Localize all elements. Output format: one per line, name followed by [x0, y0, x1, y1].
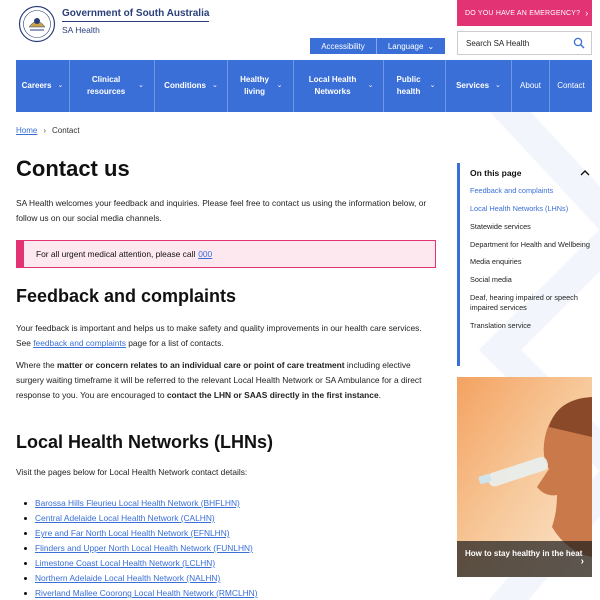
chevron-right-icon: › — [580, 556, 584, 567]
nav-item-conditions[interactable] — [155, 60, 228, 112]
chevron-right-icon: › — [585, 8, 589, 18]
alert-text: For all urgent medical attention, please call — [36, 249, 196, 260]
breadcrumb-current: Contact — [52, 126, 80, 135]
chevron-right-icon: › — [43, 126, 47, 135]
list-item — [24, 541, 436, 556]
sidebar-link-statewide[interactable]: Statewide services — [470, 221, 531, 231]
sa-government-crest-icon — [18, 5, 56, 43]
lhn-heading: Local Health Networks (LHNs) — [16, 431, 274, 452]
chevron-down-icon: ⌄ — [367, 81, 374, 89]
language-label: Language — [387, 41, 424, 51]
nav-item-public-health[interactable] — [384, 60, 446, 112]
nav-item-contact[interactable] — [550, 60, 592, 112]
referral-end: . — [378, 389, 381, 400]
lhn-link[interactable]: Riverland Mallee Coorong Local Health Network (RMCLHN) — [35, 588, 258, 598]
list-item — [24, 511, 436, 526]
main-navigation — [16, 60, 592, 112]
on-this-page-panel — [457, 163, 592, 366]
urgent-alert — [16, 240, 436, 268]
lhn-intro: Visit the pages below for Local Health Network contact details: — [16, 466, 248, 477]
sidebar-link-social[interactable]: Social media — [470, 275, 512, 285]
sidebar-link-feedback[interactable]: Feedback and complaints — [470, 186, 554, 195]
lhn-link[interactable]: Flinders and Upper North Local Health Network (FUNLHN) — [35, 543, 253, 553]
search-input[interactable] — [457, 31, 592, 55]
feedback-paragraph — [16, 321, 436, 351]
chevron-down-icon: ⌄ — [57, 81, 64, 89]
list-item — [24, 586, 436, 600]
nav-item-services[interactable] — [446, 60, 512, 112]
feedback-text-b: page for a list of contacts. — [128, 338, 224, 349]
lhn-link[interactable]: Limestone Coast Local Health Network (LCLHN) — [35, 558, 216, 568]
site-name: SA Health — [62, 25, 100, 35]
nav-label-contact: Contact — [557, 81, 585, 91]
nav-label-local-health-networks: Local Health Networks — [308, 75, 357, 96]
page-title: Contact us — [16, 156, 130, 181]
list-item — [24, 571, 436, 586]
nav-label-conditions: Conditions — [164, 81, 206, 91]
chevron-down-icon: ⌄ — [495, 81, 501, 89]
utility-bar — [310, 38, 445, 54]
breadcrumb-home-link[interactable]: Home — [16, 126, 38, 135]
feedback-complaints-link[interactable]: feedback and complaints — [33, 338, 126, 349]
emergency-label: DO YOU HAVE AN EMERGENCY? — [465, 9, 581, 17]
nav-label-services: Services — [456, 81, 490, 91]
nav-item-local-health-networks[interactable] — [294, 60, 384, 112]
nav-item-healthy-living[interactable] — [228, 60, 294, 112]
promo-caption-text: How to stay healthy in the heat — [465, 549, 583, 558]
list-item — [24, 526, 436, 541]
on-this-page-toggle[interactable] — [470, 168, 592, 178]
sidebar-link-media[interactable]: Media enquiries — [470, 257, 522, 267]
lhn-link[interactable]: Eyre and Far North Local Health Network (EFNLHN) — [35, 528, 230, 538]
list-item — [24, 556, 436, 571]
government-name: Government of South Australia — [62, 8, 209, 22]
lhn-link[interactable]: Central Adelaide Local Health Network (CALHN) — [35, 513, 215, 523]
referral-paragraph — [16, 358, 436, 403]
feedback-text-a: Your feedback is important and helps us to make safety and quality improvements in our health care services. See — [16, 323, 422, 349]
referral-bold-b: contact the LHN or SAAS directly in the first instance — [166, 389, 379, 400]
chevron-down-icon: ⌄ — [211, 81, 218, 89]
lhn-list — [16, 496, 436, 600]
emergency-button[interactable] — [457, 0, 592, 26]
chevron-up-icon — [580, 169, 590, 177]
referral-text-a: Where the — [16, 359, 55, 370]
intro-text: SA Health welcomes your feedback and inquiries. Please feel free to contact us using the information below, or follow us on our social media channels. — [16, 198, 427, 224]
sidebar-link-deaf[interactable]: Deaf, hearing impaired or speech impaired services — [470, 293, 578, 312]
nav-label-careers: Careers — [21, 81, 52, 91]
nav-item-about[interactable] — [512, 60, 550, 112]
chevron-down-icon: ⌄ — [138, 81, 144, 89]
on-this-page-list — [470, 186, 592, 331]
lhn-link[interactable]: Barossa Hills Fleurieu Local Health Network (BHFLHN) — [35, 498, 240, 508]
site-header — [0, 0, 600, 60]
chevron-down-icon: ⌄ — [276, 81, 283, 89]
breadcrumb — [16, 126, 80, 135]
search-icon[interactable] — [573, 37, 585, 49]
lhn-link[interactable]: Northern Adelaide Local Health Network (NALHN) — [35, 573, 221, 583]
sidebar-link-lhns[interactable]: Local Health Networks (LHNs) — [470, 203, 569, 213]
sa-health-logo[interactable] — [18, 5, 209, 43]
nav-label-about: About — [520, 81, 541, 91]
nav-label-clinical-resources: Clinical resources — [86, 75, 126, 96]
nav-item-clinical-resources[interactable] — [70, 60, 155, 112]
search-placeholder: Search SA Health — [466, 38, 530, 48]
emergency-number-link[interactable]: 000 — [198, 249, 213, 260]
nav-label-public-health: Public health — [396, 75, 421, 96]
referral-text-c: including elective surgery waiting timeframe it will be referred to the relevant Local Health Network or SA Ambulance for a direct response to you. You are encouraged to — [16, 359, 422, 400]
promo-caption — [457, 541, 592, 577]
referral-bold-a: matter or concern relates to an individual care or point of care treatment — [56, 359, 345, 370]
sidebar-link-department[interactable]: Department for Health and Wellbeing — [470, 239, 590, 249]
heat-promo-card[interactable] — [457, 377, 592, 577]
nav-label-healthy-living: Healthy living — [240, 75, 270, 96]
main-content — [16, 156, 436, 600]
sidebar-link-translation[interactable]: Translation service — [470, 320, 531, 330]
chevron-down-icon: ⌄ — [427, 41, 435, 51]
on-this-page-title: On this page — [470, 168, 522, 178]
feedback-heading: Feedback and complaints — [16, 286, 237, 307]
chevron-down-icon: ⌄ — [429, 81, 436, 89]
language-button[interactable] — [377, 38, 445, 54]
accessibility-button[interactable]: Accessibility — [310, 38, 377, 54]
list-item — [24, 496, 436, 511]
nav-item-careers[interactable] — [16, 60, 70, 112]
